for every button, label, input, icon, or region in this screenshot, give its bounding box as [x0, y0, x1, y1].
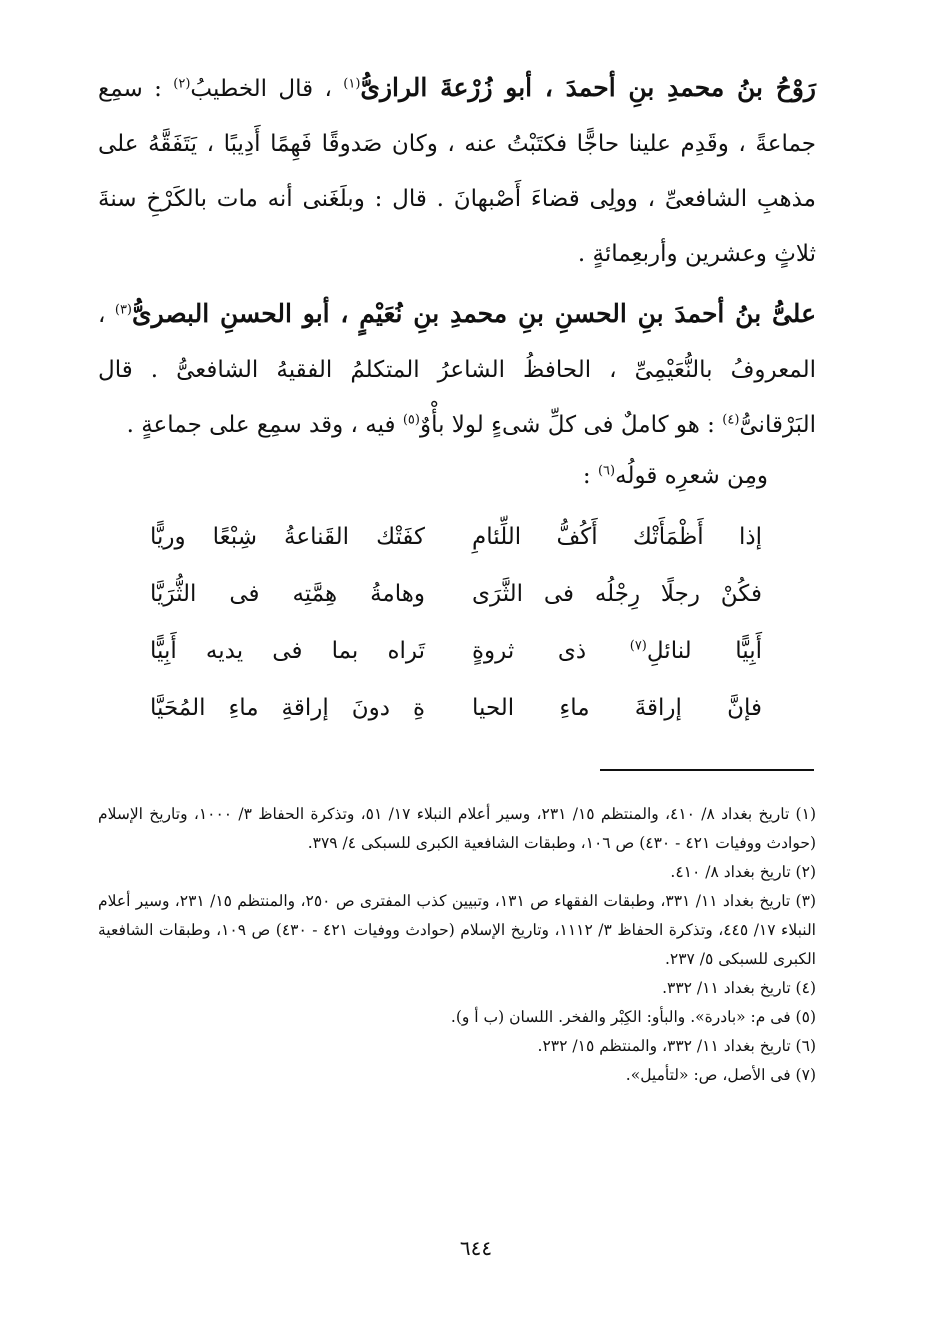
second-hemistich: ةِ دونَ إراقةِ ماءِ المُحَيَّا: [150, 695, 425, 721]
poem-intro-text: ومِن شعرِه قولُه: [615, 463, 768, 489]
footnote-ref[interactable]: (٧): [629, 638, 647, 654]
page-number: ٦٤٤: [459, 1236, 493, 1260]
poem-intro-colon: :: [582, 463, 591, 489]
poem-verse: [150, 572, 762, 629]
first-hemistich: فإنَّ إراقةَ ماءِ الحيا: [472, 695, 762, 721]
entry-text: ، قال الخطيبُ: [190, 76, 332, 102]
footnote: (٥) فى م: «بادرة». والبأو: الكِبْر والفخر. اللسان (ب أ و).: [450, 1008, 816, 1026]
poem-verse: [150, 686, 762, 743]
entry-text: ، المعروفُ بالنُّعَيْمِىِّ ، الحافظُ الشاعرُ المتكلمُ الفقيهُ الشافعىُّ . قال البَرْقانىُّ: [98, 302, 816, 438]
footnote-ref[interactable]: (٢): [173, 76, 191, 92]
biography-entry: [98, 60, 816, 282]
footnote-ref[interactable]: (٦): [597, 463, 616, 479]
hemistich-text: أَبِيًّا لنائلِ: [646, 638, 763, 664]
poem-verse: [150, 515, 762, 572]
first-hemistich: إذا أَظْمَأَتْك أَكُفُّ اللِّئامِ: [472, 524, 762, 550]
first-hemistich: [472, 629, 762, 673]
hemistich-text: ذى ثروةٍ: [472, 638, 587, 664]
entry-name: علىُّ بنُ أحمدَ بنِ الحسنِ بنِ محمدِ بنِ نُعَيْمٍ ، أبو الحسنِ البصرىُّ: [132, 299, 816, 328]
footnote: (٤) تاريخ بغداد ١١/ ٣٣٢.: [662, 979, 816, 997]
poem: [150, 515, 762, 743]
entry-name: رَوْحُ بنُ محمدِ بنِ أحمدَ ، أبو زُرْعةَ الرازىُّ: [360, 73, 816, 102]
second-hemistich: كفَتْك القَناعةُ شِبْعًا وريًّا: [150, 524, 425, 550]
footnote: (٦) تاريخ بغداد ١١/ ٣٣٢، والمنتظم ١٥/ ٢٣٢.: [537, 1037, 816, 1055]
footnote: (٧) فى الأصل، ص: «لتأميل».: [625, 1066, 816, 1084]
first-hemistich: فكُنْ رجلًا رِجْلُه فى الثَّرَى: [472, 581, 762, 607]
footnote-ref[interactable]: (٥): [402, 412, 420, 428]
poem-intro: [98, 456, 768, 496]
footnote: (٢) تاريخ بغداد ٨/ ٤١٠.: [670, 863, 816, 881]
footnote: (١) تاريخ بغداد ٨/ ٤١٠، والمنتظم ١٥/ ٢٣١، وسير أعلام النبلاء ١٧/ ٥١، وتذكرة الحفاظ ٣/ ١٠٠٠، وتاريخ الإسلام (حوادث ووفيات ٤٢١ - ٤٣٠) ص ١٠٦، وطبقات الشافعية الكبرى للسبكى ٤/ ٣٧٩.: [98, 805, 816, 852]
footnote-ref[interactable]: (٣): [114, 302, 132, 318]
second-hemistich: وهامةُ هِمَّتِه فى الثُّرَيَّا: [150, 581, 425, 607]
second-hemistich: تَراه بما فى يديه أَبِيًّا: [150, 638, 425, 664]
biography-entry: [98, 286, 816, 453]
poem-verse: [150, 629, 762, 686]
entry-text: : هو كاملٌ فى كلِّ شىءٍ لولا بأْوٌ: [419, 412, 715, 438]
entry-text: : سمِع جماعةً ، وقَدِم علينا حاجًّا فكتَبْتُ عنه ، وكان صَدوقًا فَهِمًا أَدِيبًا ، يَتَفَقَّهُ على مذهبِ الشافعىِّ ، وولِى قضاءَ أَصْبهانَ . قال : وبلَغَنى أنه مات بالكَرْخِ سنةَ ثلاثٍ وعشرين وأربعِمائةٍ .: [98, 76, 816, 267]
entry-text: فيه ، وقد سمِع على جماعةٍ .: [126, 412, 396, 438]
footnotes: [98, 800, 816, 1090]
footnote-ref[interactable]: (١): [343, 76, 361, 92]
footnote-ref[interactable]: (٤): [722, 412, 740, 428]
footnote-divider: [600, 769, 814, 771]
footnote: (٣) تاريخ بغداد ١١/ ٣٣١، وطبقات الفقهاء ص ١٣١، وتبيين كذب المفترى ص ٢٥٠، والمنتظم ١٥/ ٢٣١، وسير أعلام النبلاء ١٧/ ٤٤٥، وتذكرة الحفاظ ٣/ ١١١٢، وتاريخ الإسلام (حوادث ووفيات ٤٢١ - ٤٣٠) ص ١٠٩، وطبقات الشافعية الكبرى للسبكى ٥/ ٢٣٧.: [98, 892, 816, 968]
